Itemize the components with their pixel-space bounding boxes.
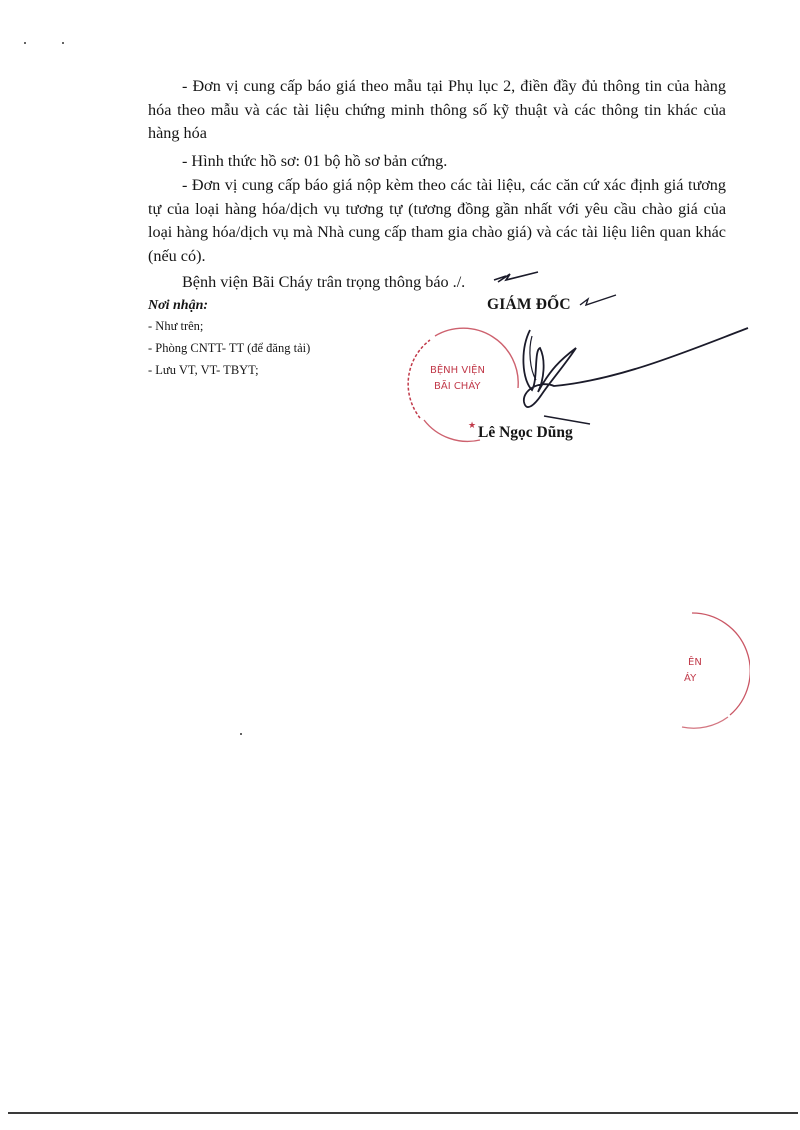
recipients-heading: Nơi nhận: <box>148 298 209 313</box>
scan-speck <box>240 733 242 735</box>
recipient-item: - Lưu VT, VT- TBYT; <box>148 363 259 377</box>
initial-mark-icon <box>492 270 540 286</box>
paragraph-document-form: - Hình thức hồ sơ: 01 bộ hồ sơ bản cứng. <box>182 152 448 170</box>
signatory-title: GIÁM ĐỐC <box>487 296 571 313</box>
handwritten-signature <box>480 320 750 430</box>
seal-line-2: BÃI CHÁY <box>434 381 481 392</box>
page-bottom-edge <box>8 1112 798 1114</box>
seal-line-1: BỆNH VIỆN <box>430 365 485 376</box>
side-seal-line-1: ÊN <box>688 657 702 668</box>
scan-speck <box>24 42 26 44</box>
signatory-name: Lê Ngọc Dũng <box>478 424 573 441</box>
partial-seal-imprint <box>670 605 750 735</box>
seal-star-icon: ★ <box>468 421 477 431</box>
recipient-item: - Như trên; <box>148 319 204 333</box>
initial-mark-icon <box>578 293 618 309</box>
side-seal-line-2: ÁY <box>684 673 697 684</box>
scan-speck <box>62 42 64 44</box>
recipient-item: - Phòng CNTT- TT (để đăng tải) <box>148 341 311 355</box>
paragraph-supporting-docs: - Đơn vị cung cấp báo giá nộp kèm theo các tài liệu, các căn cứ xác định giá tương tự của loại hàng hóa/dịch vụ tương tự (tương đồng gần nhất với yêu cầu chào giá của loại hàng hóa/dịch vụ mà Nhà cung cấp tham gia chào giá) và các tài liệu liên quan khác (nếu có). <box>148 176 726 265</box>
paragraph-closing: Bệnh viện Bãi Cháy trân trọng thông báo ./. <box>182 273 466 291</box>
paragraph-quote-template: - Đơn vị cung cấp báo giá theo mẫu tại Phụ lục 2, điền đầy đủ thông tin của hàng hóa theo mẫu và các tài liệu chứng minh thông số kỹ thuật và các thông tin khác của hàng hóa <box>148 77 726 142</box>
recipients-block <box>148 298 310 381</box>
